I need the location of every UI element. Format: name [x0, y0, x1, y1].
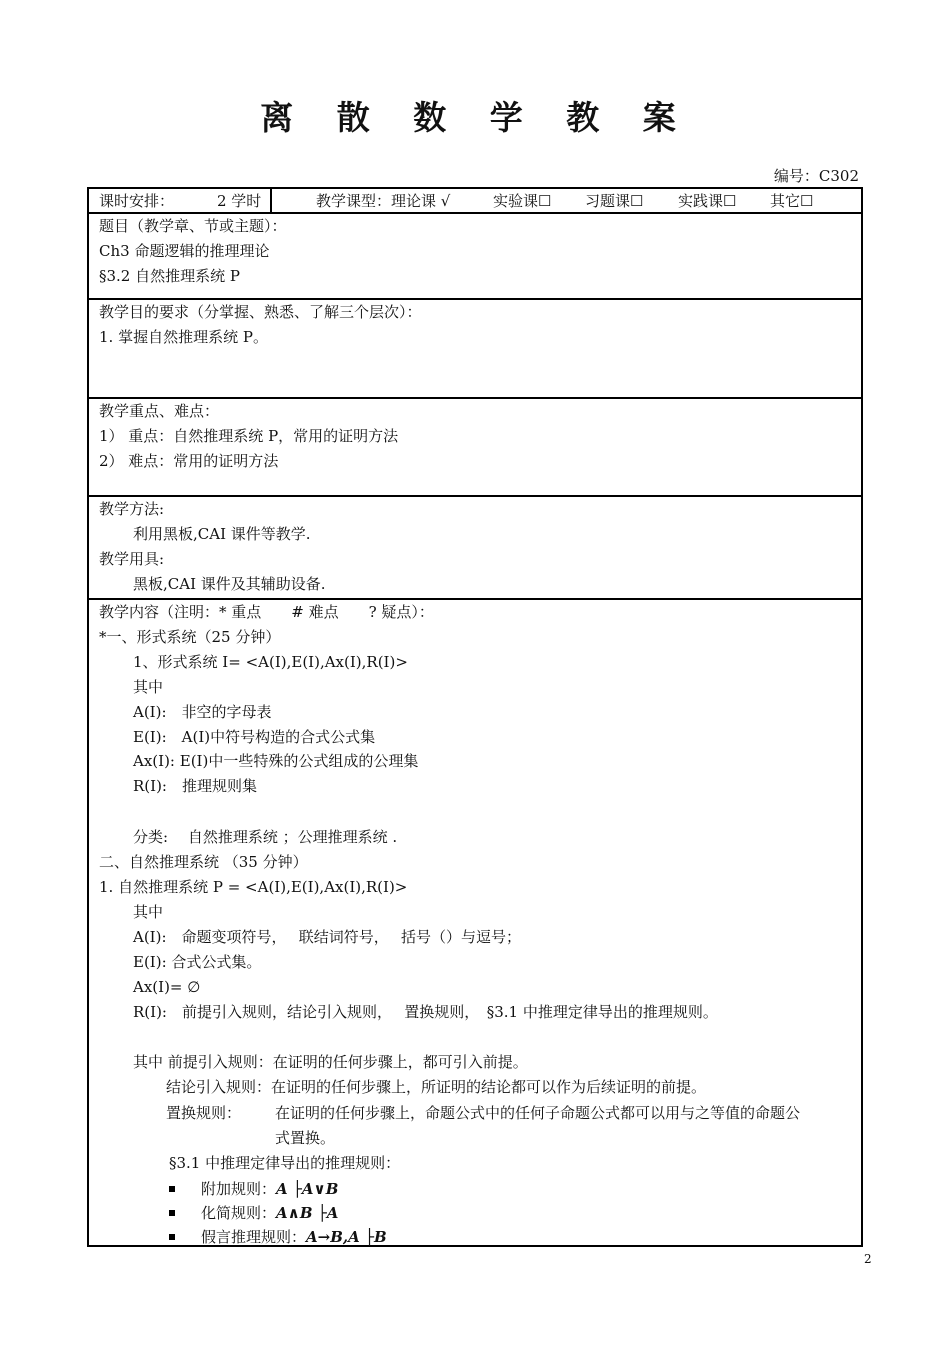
row-divider [89, 598, 861, 600]
course-type-lab: 实验课☐ [493, 192, 552, 210]
alphabet-def-p: A(I): 命题变项符号， 联结词符号， 括号（）与逗号； [133, 928, 522, 946]
axiom-set-def-p: Ax(I)= ∅ [133, 978, 201, 996]
addition-rule-label: 附加规则： [201, 1180, 277, 1198]
row-divider [89, 298, 861, 300]
course-type-exercise: 习题课☐ [585, 192, 644, 210]
schedule-hours: 2 学时 [217, 192, 262, 210]
replacement-rule-label: 置换规则： [166, 1104, 242, 1122]
section-formal-system: *一、形式系统（25 分钟） [99, 628, 281, 646]
lesson-plan-table [87, 187, 863, 1247]
axiom-set-def: Ax(I): E(I)中一些特殊的公式组成的公理集 [133, 752, 419, 770]
formula-set-def: E(I): A(I)中符号构造的合式公式集 [133, 728, 376, 746]
conclusion-rule: 结论引入规则：在证明的任何步骤上，所证明的结论都可以作为后续证明的前提。 [166, 1078, 707, 1096]
topic-chapter: Ch3 命题逻辑的推理理论 [99, 242, 270, 260]
course-type-other: 其它☐ [770, 192, 814, 210]
content-heading: 教学内容（注明：* 重点 # 难点 ? 疑点）： [99, 603, 434, 621]
modus-ponens-rule [201, 1227, 387, 1247]
modus-ponens-rule-formula: A→B,A ├B [306, 1228, 387, 1246]
schedule-label: 课时安排： [99, 192, 175, 210]
derived-rules-heading: §3.1 中推理定律导出的推理规则： [169, 1154, 401, 1172]
row-divider [89, 397, 861, 399]
topic-heading: 题目（教学章、节或主题）： [99, 217, 287, 235]
addition-rule [201, 1179, 338, 1199]
addition-rule-formula: A ├A∨B [276, 1180, 339, 1198]
simplification-rule [201, 1203, 338, 1223]
topic-section: §3.2 自然推理系统 P [99, 267, 240, 285]
natural-deduction-definition: 1. 自然推理系统 P = <A(I),E(I),Ax(I),R(I)> [99, 878, 408, 896]
replacement-rule-text-cont: 式置换。 [275, 1129, 336, 1147]
row-divider [89, 212, 861, 214]
simplification-rule-formula: A∧B ├A [276, 1204, 339, 1222]
schedule-divider [270, 189, 272, 214]
goals-item: 1. 掌握自然推理系统 P。 [99, 328, 268, 346]
tools-heading: 教学用具: [99, 550, 165, 568]
rule-set-def-p: R(I): 前提引入规则，结论引入规则， 置换规则， §3.1 中推理定律导出的推理规则。 [133, 1003, 718, 1021]
keypoint-difficulty: 2） 难点：常用的证明方法 [99, 452, 279, 470]
methods-text: 利用黑板,CAI 课件等教学. [133, 525, 311, 543]
bullet-icon [169, 1186, 175, 1192]
formula-set-def-p: E(I): 合式公式集。 [133, 953, 262, 971]
bullet-icon [169, 1234, 175, 1240]
course-type-practice: 实践课☐ [678, 192, 737, 210]
modus-ponens-rule-label: 假言推理规则： [201, 1228, 307, 1246]
section-natural-deduction: 二、自然推理系统 （35 分钟） [99, 853, 308, 871]
tools-text: 黑板,CAI 课件及其辅助设备. [133, 575, 326, 593]
goals-heading: 教学目的要求（分掌握、熟悉、了解三个层次）： [99, 303, 422, 321]
document-title: 离 散 数 学 教 案 [260, 98, 692, 137]
premise-rule: 其中 前提引入规则：在证明的任何步骤上，都可引入前提。 [133, 1053, 528, 1071]
alphabet-def: A(I): 非空的字母表 [133, 703, 272, 721]
row-divider [89, 495, 861, 497]
replacement-rule-text: 在证明的任何步骤上，命题公式中的任何子命题公式都可以用与之等值的命题公 [275, 1104, 801, 1122]
where-label: 其中 [133, 678, 164, 696]
keypoint-focus: 1） 重点：自然推理系统 P，常用的证明方法 [99, 427, 399, 445]
page-number: 2 [864, 1252, 872, 1266]
formal-system-definition: 1、形式系统 I= <A(I),E(I),Ax(I),R(I)> [133, 653, 408, 671]
methods-heading: 教学方法: [99, 500, 165, 518]
keypoints-heading: 教学重点、难点： [99, 402, 220, 420]
where-label: 其中 [133, 903, 164, 921]
document-code: 编号：C302 [773, 167, 859, 185]
bullet-icon [169, 1210, 175, 1216]
course-type-theory: 教学课型：理论课 √ [316, 192, 451, 210]
classification: 分类: 自然推理系统 ；公理推理系统 . [133, 828, 398, 846]
simplification-rule-label: 化简规则： [201, 1204, 277, 1222]
rule-set-def: R(I): 推理规则集 [133, 777, 257, 795]
